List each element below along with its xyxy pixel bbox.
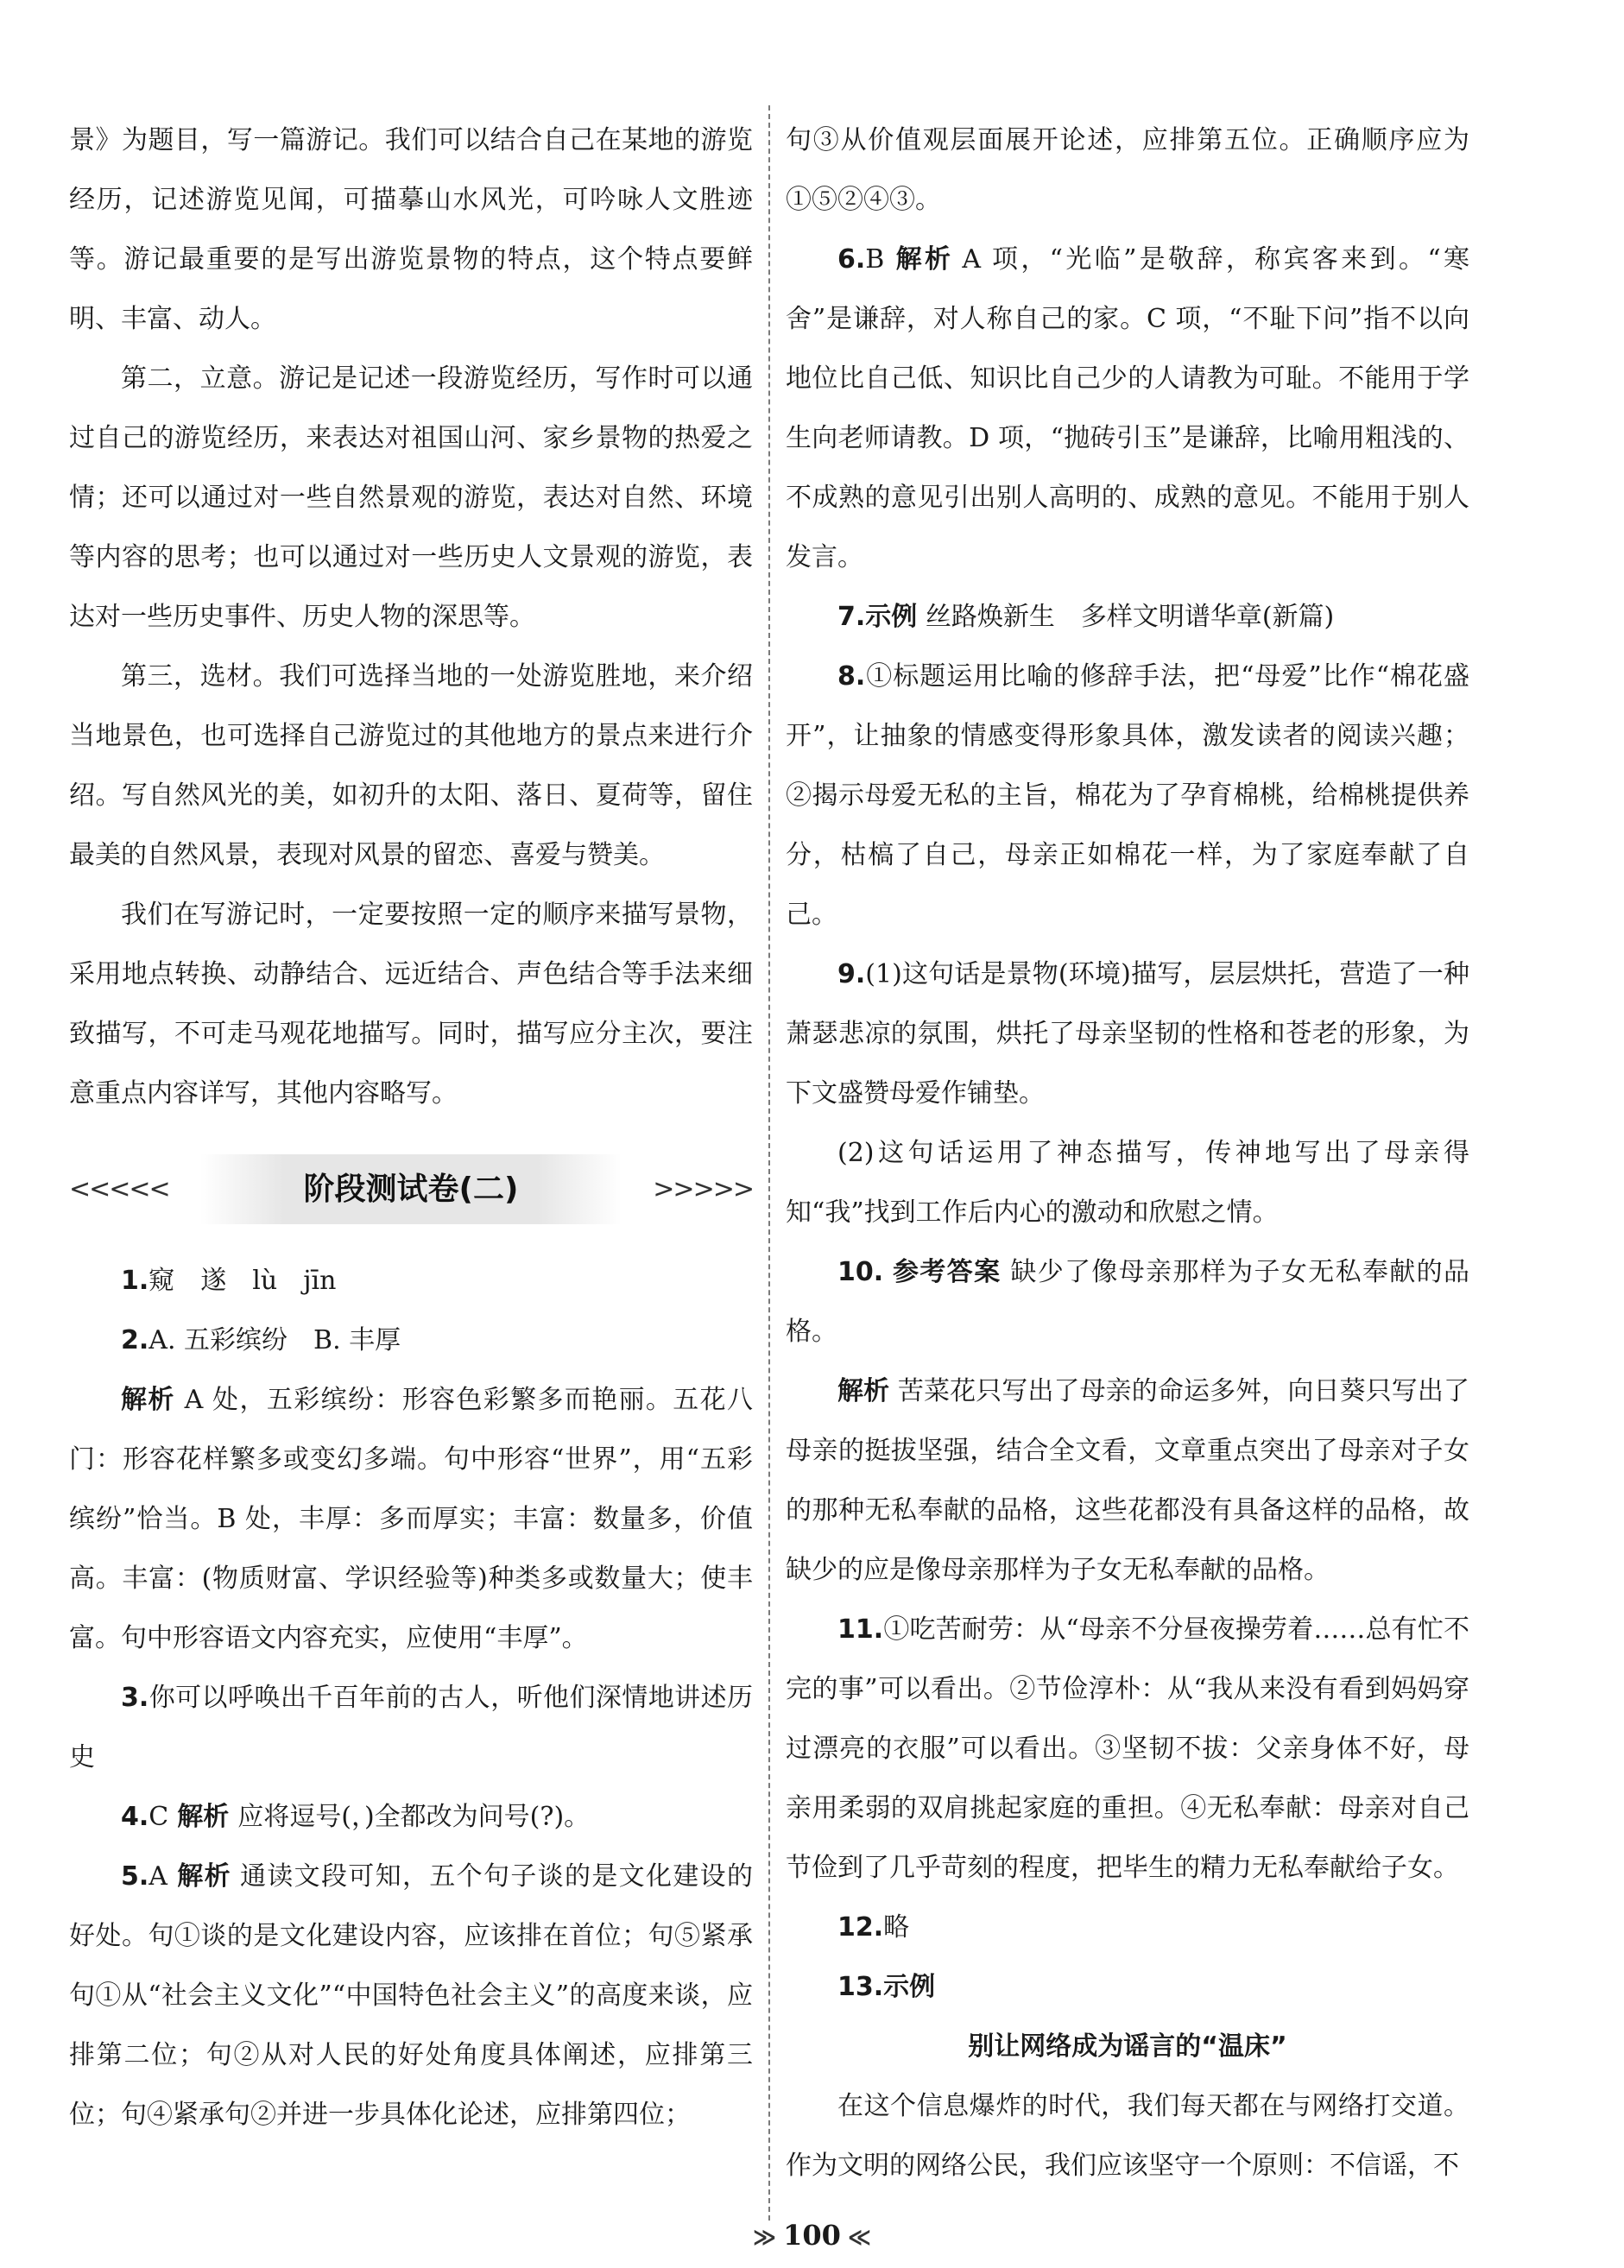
- paragraph: 景》为题目，写一篇游记。我们可以结合自己在某地的游览经历，记述游览见闻，可描摹山水风光，可吟咏人文胜迹等。游记最重要的是写出游览景物的特点，这个特点要鲜明、丰富、动人。: [69, 125, 753, 334]
- answer-item: 2.A. 五彩缤纷 B. 丰厚: [121, 1325, 401, 1355]
- answer-item: 5.A 解析 通读文段可知，五个句子谈的是文化建设的好处。句①谈的是文化建设内容，应该排在首位；句⑤紧承句①从“社会主义文化”“中国特色社会主义”的高度来谈，应排第二位；句②从对人民的好处角度具体阐述，应排第三位；句④紧承句②并进一步具体化论述，应排第四位；: [69, 1861, 753, 2130]
- answer-item: 12.略: [837, 1912, 910, 1943]
- answer-item: 10. 参考答案 缺少了像母亲那样为子女无私奉献的品格。: [786, 1257, 1469, 1347]
- paragraph: 在这个信息爆炸的时代，我们每天都在与网络打交道。作为文明的网络公民，我们应该坚守一个原则：不信谣，不: [786, 2091, 1469, 2181]
- analysis: 解析 苦菜花只写出了母亲的命运多舛，向日葵只写出了母亲的挺拔坚强，结合全文看，文章重点突出了母亲对子女的那种无私奉献的品格，这些花都没有具备这样的品格，故缺少的应是像母亲那样为子女无私奉献的品格。: [786, 1376, 1469, 1585]
- left-arrows-icon: ≪: [847, 2225, 872, 2251]
- right-chevrons: >>>>>: [653, 1173, 753, 1204]
- page-footer: [0, 2219, 1624, 2252]
- answer-item: 1.窥 遂 lù jīn: [121, 1266, 337, 1296]
- answer-item: 7.示例 丝路焕新生 多样文明谱华章(新篇): [837, 602, 1335, 632]
- answer-item: 4.C 解析 应将逗号(，)全都改为问号(?)。: [121, 1802, 591, 1832]
- answer-item: 8.①标题运用比喻的修辞手法，把“母爱”比作“棉花盛开”，让抽象的情感变得形象具体，激发读者的阅读兴趣；②揭示母爱无私的主旨，棉花为了孕育棉桃，给棉桃提供养分，枯槁了自己，母亲正如棉花一样，为了家庭奉献了自己。: [786, 661, 1469, 930]
- essay-title: 别让网络成为谣言的“温床”: [968, 2031, 1287, 2062]
- answer-item: 3.你可以呼唤出千百年前的古人，听他们深情地讲述历史: [69, 1683, 753, 1772]
- right-column: [786, 111, 1469, 2217]
- answer-item: 9.(1)这句话是景物(环境)描写，层层烘托，营造了一种萧瑟悲凉的氛围，烘托了母亲坚韧的性格和苍老的形象，为下文盛赞母爱作铺垫。: [786, 959, 1469, 1109]
- paragraph: 我们在写游记时，一定要按照一定的顺序来描写景物，采用地点转换、动静结合、远近结合、声色结合等手法来细致描写，不可走马观花地描写。同时，描写应分主次，要注意重点内容详写，其他内容略写。: [69, 900, 753, 1109]
- column-divider: [768, 105, 770, 2221]
- paragraph: (2)这句话运用了神态描写，传神地写出了母亲得知“我”找到工作后内心的激动和欣慰之情。: [786, 1138, 1469, 1228]
- section-title: 阶段测试卷(二): [200, 1154, 622, 1224]
- paragraph: 句③从价值观层面展开论述，应排第五位。正确顺序应为①⑤②④③。: [786, 125, 1469, 215]
- paragraph: 第二，立意。游记是记述一段游览经历，写作时可以通过自己的游览经历，来表达对祖国山河、家乡景物的热爱之情；还可以通过对一些自然景观的游览，表达对自然、环境等内容的思考；也可以通过对一些历史人文景观的游览，表达对一些历史事件、历史人物的深思等。: [69, 363, 753, 632]
- paragraph: 第三，选材。我们可选择当地的一处游览胜地，来介绍当地景色，也可选择自己游览过的其他地方的景点来进行介绍。写自然风光的美，如初升的太阳、落日、夏荷等，留住最美的自然风景，表现对风景的留恋、喜爱与赞美。: [69, 661, 753, 870]
- right-arrows-icon: ≫: [752, 2225, 777, 2251]
- left-chevrons: <<<<<: [69, 1173, 169, 1204]
- section-banner: [69, 1139, 753, 1239]
- answer-item: 11.①吃苦耐劳：从“母亲不分昼夜操劳着……总有忙不完的事”可以看出。②节俭淳朴：从“我从来没有看到妈妈穿过漂亮的衣服”可以看出。③坚韧不拔：父亲身体不好，母亲用柔弱的双肩挑起家庭的重担。④无私奉献：母亲对自己节俭到了几乎苛刻的程度，把毕生的精力无私奉献给子女。: [786, 1614, 1469, 1883]
- left-column: [69, 111, 753, 2217]
- analysis: 解析 A 处，五彩缤纷：形容色彩繁多而艳丽。五花八门：形容花样繁多或变幻多端。句中形容“世界”，用“五彩缤纷”恰当。B 处，丰厚：多而厚实；丰富：数量多，价值高。丰富：(物质财富、学识经验等)种类多或数量大；使丰富。句中形容语文内容充实，应使用“丰厚”。: [69, 1385, 753, 1653]
- answer-item: 13.示例: [837, 1972, 936, 2002]
- page-number: 100: [783, 2219, 841, 2252]
- answer-item: 6.B 解析 A 项，“光临”是敬辞，称宾客来到。“寒舍”是谦辞，对人称自己的家。C 项，“不耻下问”指不以向地位比自己低、知识比自己少的人请教为可耻。不能用于学生向老师请教。D 项，“抛砖引玉”是谦辞，比喻用粗浅的、不成熟的意见引出别人高明的、成熟的意见。不能用于别人发言。: [786, 244, 1469, 572]
